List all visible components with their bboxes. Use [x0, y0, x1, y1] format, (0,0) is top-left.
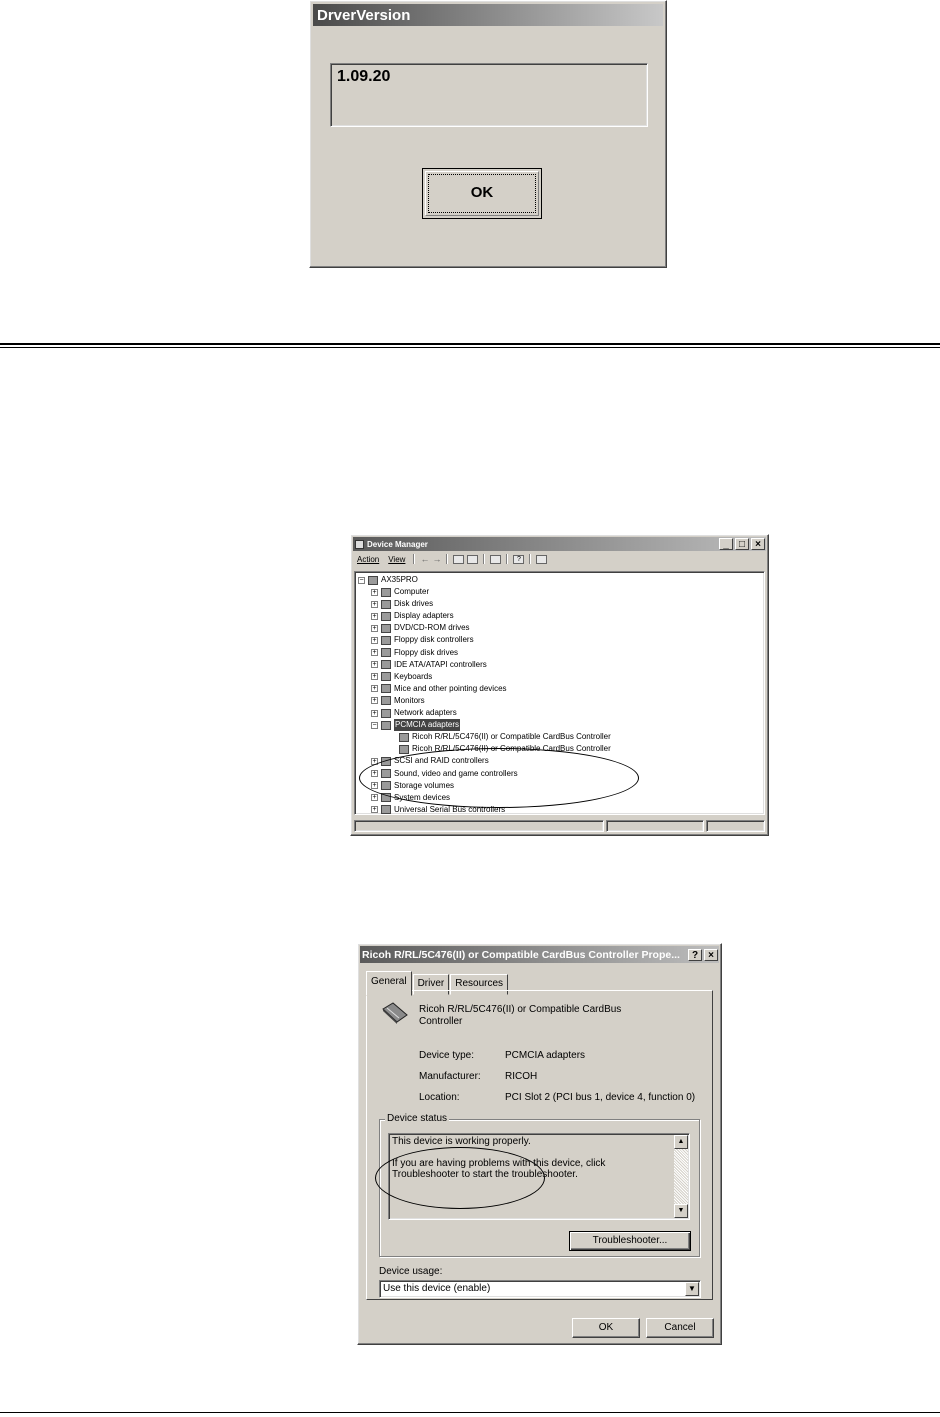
tree-category[interactable] — [371, 647, 458, 659]
tree-root-label: AX35PRO — [381, 575, 418, 584]
scroll-down-icon[interactable]: ▼ — [674, 1204, 688, 1218]
tab-resources[interactable]: Resources — [450, 974, 508, 995]
device-category-icon — [381, 709, 391, 718]
chevron-down-icon[interactable]: ▼ — [685, 1282, 699, 1296]
minimize-icon[interactable]: _ — [719, 538, 733, 550]
device-category-icon — [399, 745, 409, 754]
expand-icon[interactable]: + — [372, 612, 377, 620]
device-category-icon — [381, 672, 391, 681]
ok-button[interactable] — [422, 168, 542, 219]
scan-hardware-icon[interactable] — [536, 555, 547, 564]
device-category-icon — [381, 624, 391, 633]
menu-action[interactable]: Action — [357, 554, 380, 564]
location-value: PCI Slot 2 (PCI bus 1, device 4, function 0) — [505, 1092, 696, 1103]
tree-category[interactable] — [371, 719, 460, 731]
tab-strip — [366, 971, 509, 991]
tree-category[interactable] — [371, 622, 470, 634]
device-category-icon — [381, 805, 391, 814]
cancel-label: Cancel — [664, 1322, 696, 1333]
expand-icon[interactable]: + — [372, 697, 377, 705]
expand-icon[interactable]: + — [372, 709, 377, 717]
expand-icon[interactable]: + — [372, 770, 377, 777]
tree-category-label: Disk drives — [394, 599, 434, 609]
device-usage-label: Device usage: — [379, 1266, 443, 1277]
dialog-title: DrverVersion — [317, 6, 411, 24]
expand-icon[interactable]: + — [372, 782, 377, 790]
tree-category[interactable] — [371, 598, 433, 610]
device-name: Ricoh R/RL/5C476(II) or Compatible CardBus Controller — [419, 1004, 622, 1027]
section-rule — [0, 343, 940, 345]
general-page — [366, 990, 713, 1300]
properties-title: Ricoh R/RL/5C476(II) or Compatible CardBus Controller Prope... — [362, 948, 680, 961]
expand-icon[interactable]: + — [372, 757, 377, 765]
tab-driver[interactable]: Driver — [413, 974, 450, 995]
expand-icon[interactable]: + — [372, 806, 377, 814]
tree-category[interactable] — [371, 683, 507, 695]
location-label: Location: — [419, 1092, 460, 1103]
device-manager-title: Device Manager — [367, 539, 428, 549]
device-category-icon — [381, 696, 391, 705]
expand-icon[interactable]: + — [372, 624, 377, 632]
ok-button-label: OK — [470, 184, 494, 201]
device-category-icon — [381, 648, 391, 657]
show-hide-tree-icon[interactable] — [467, 555, 478, 564]
tree-category-label: Storage volumes — [394, 780, 455, 790]
tree-category-label: Keyboards — [394, 671, 433, 681]
device-category-icon — [399, 733, 409, 742]
device-status-label: Device status — [387, 1113, 448, 1124]
device-usage-select[interactable] — [379, 1280, 701, 1298]
scroll-up-icon[interactable]: ▲ — [674, 1135, 688, 1149]
version-display — [330, 63, 648, 127]
back-arrow-icon[interactable]: ← — [420, 554, 430, 564]
expand-icon[interactable]: + — [372, 794, 377, 802]
expand-icon[interactable]: + — [372, 661, 377, 669]
tree-category[interactable] — [371, 659, 487, 671]
close-icon[interactable]: × — [751, 538, 765, 550]
expand-icon[interactable]: + — [372, 649, 377, 656]
tree-device-ricoh-label: Ricoh R/RL/5C476(II) or Compatible CardBus Controller — [412, 744, 611, 754]
pcmcia-card-icon — [381, 1001, 409, 1025]
tree-category-label: Computer — [394, 587, 430, 596]
tree-category[interactable] — [371, 610, 454, 622]
properties-dialog — [357, 943, 722, 1345]
tree-device-ricoh-label: Ricoh R/RL/5C476(II) or Compatible CardBus Controller — [412, 732, 611, 742]
highlight-ellipse — [359, 748, 639, 808]
troubleshooter-label: Troubleshooter... — [592, 1235, 668, 1246]
device-usage-value: Use this device (enable) — [383, 1283, 491, 1294]
expand-icon[interactable]: + — [372, 685, 377, 693]
tree-category[interactable] — [371, 707, 457, 719]
status-line-1: This device is working properly. — [392, 1136, 531, 1147]
tree-category-label: PCMCIA adapters — [395, 720, 460, 730]
version-value: 1.09.20 — [337, 68, 391, 85]
device-category-icon — [381, 684, 391, 693]
properties-icon[interactable] — [490, 555, 501, 564]
properties-titlebar — [360, 946, 719, 963]
forward-arrow-icon[interactable]: → — [432, 554, 442, 564]
tree-category-label: Sound, video and game controllers — [394, 768, 518, 778]
device-category-icon — [381, 721, 391, 730]
maximize-icon[interactable]: □ — [735, 538, 749, 550]
device-category-icon — [381, 636, 391, 645]
driver-version-dialog — [309, 0, 667, 268]
manufacturer-label: Manufacturer: — [419, 1071, 481, 1082]
tree-category[interactable] — [371, 695, 425, 707]
device-type-label: Device type: — [419, 1050, 475, 1061]
tree-category-label: Floppy disk controllers — [394, 635, 474, 645]
device-manager-titlebar — [353, 537, 766, 551]
tree-category-label: Floppy disk drives — [394, 647, 459, 657]
driver-version-titlebar — [313, 4, 663, 26]
collapse-icon[interactable]: − — [372, 721, 377, 729]
tree-root[interactable] — [358, 574, 418, 586]
device-category-icon — [381, 600, 391, 609]
menu-view[interactable]: View — [388, 554, 406, 564]
tree-category-label: Monitors — [394, 695, 425, 705]
ok-label: OK — [598, 1322, 614, 1333]
device-tree — [354, 571, 765, 815]
tree-category-label: Network adapters — [394, 708, 457, 717]
up-folder-icon[interactable] — [453, 555, 464, 564]
expand-icon[interactable]: + — [372, 588, 377, 596]
ok-button[interactable] — [572, 1318, 640, 1338]
cancel-button[interactable] — [646, 1318, 714, 1338]
device-category-icon — [381, 612, 391, 621]
toolbar-separator — [413, 554, 415, 564]
tree-category-label: Mice and other pointing devices — [394, 683, 507, 693]
device-manager-window — [350, 534, 769, 836]
status-highlight-ellipse — [375, 1147, 545, 1209]
tree-category-label: IDE ATA/ATAPI controllers — [394, 659, 487, 669]
tree-category-label: SCSI and RAID controllers — [394, 756, 489, 766]
tree-category-label: DVD/CD-ROM drives — [394, 623, 470, 633]
tree-category[interactable] — [371, 634, 474, 646]
device-category-icon — [381, 660, 391, 669]
device-category-icon — [381, 588, 391, 597]
troubleshooter-button[interactable] — [569, 1231, 691, 1251]
device-manager-icon — [355, 540, 364, 549]
section-rule-thin — [0, 347, 940, 348]
tree-device-ricoh[interactable] — [399, 731, 611, 743]
tree-category-label: System devices — [394, 792, 451, 802]
device-type-value: PCMCIA adapters — [505, 1050, 586, 1061]
manufacturer-value: RICOH — [505, 1071, 538, 1082]
status-scrollbar[interactable] — [674, 1135, 688, 1218]
tree-category[interactable] — [371, 671, 432, 683]
computer-icon — [368, 576, 378, 585]
help-icon[interactable]: ? — [513, 555, 524, 564]
tab-general[interactable]: General — [366, 971, 412, 996]
footer-rule — [0, 1412, 940, 1413]
expand-icon[interactable]: + — [372, 636, 377, 644]
status-line-2: If you are having problems with this device, click Troubleshooter to start the troubleshooter. — [392, 1158, 606, 1180]
device-manager-menubar — [354, 552, 765, 566]
tree-category-label: Universal Serial Bus controllers — [394, 804, 506, 814]
status-bar — [354, 820, 765, 832]
tree-category[interactable] — [371, 586, 429, 598]
expand-icon[interactable]: + — [372, 600, 377, 608]
tree-category-label: Display adapters — [394, 611, 454, 621]
expand-icon[interactable]: + — [372, 673, 377, 681]
close-icon[interactable]: × — [704, 949, 718, 961]
help-icon[interactable]: ? — [688, 949, 702, 961]
collapse-icon[interactable]: − — [359, 576, 364, 584]
